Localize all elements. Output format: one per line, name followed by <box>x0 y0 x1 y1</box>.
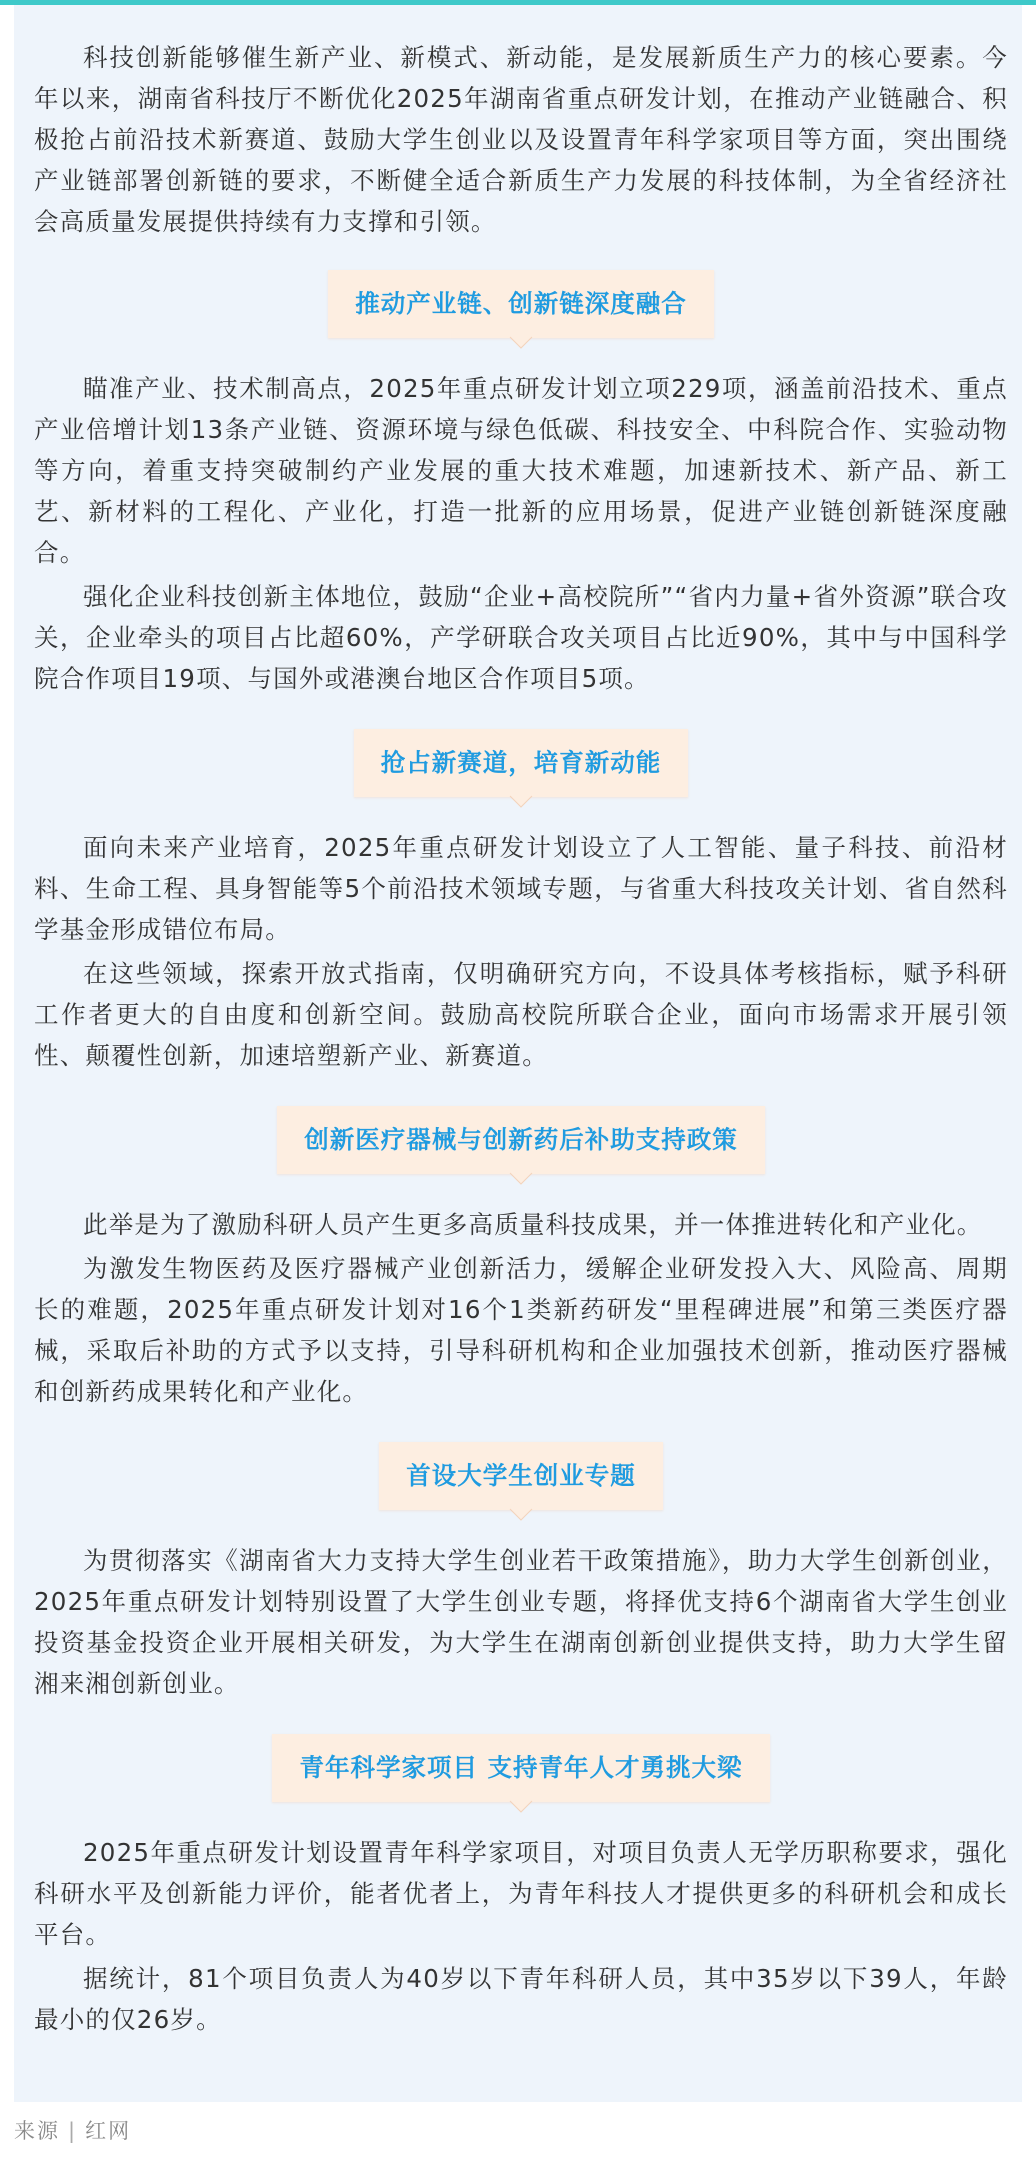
article-body <box>34 37 1008 2040</box>
heading-pointer-icon <box>510 1801 532 1813</box>
source-separator: | <box>68 2119 78 2143</box>
section-heading-text: 创新医疗器械与创新药后补助支持政策 <box>304 1125 738 1154</box>
section-heading-text: 推动产业链、创新链深度融合 <box>355 289 687 318</box>
section-heading <box>272 1734 769 1802</box>
section-heading-text: 抢占新赛道，培育新动能 <box>380 748 662 777</box>
section-1-paragraph-2: 强化企业科技创新主体地位，鼓励“企业+高校院所”“省内力量+省外资源”联合攻关，企业牵头的项目占比超60%，产学研联合攻关项目占比近90%，其中与中国科学院合作项目19项、与国外或港澳台地区合作项目5项。 <box>34 582 1008 693</box>
section-heading <box>328 270 714 338</box>
source-footer <box>14 2116 131 2146</box>
section-5-paragraph-2: 据统计，81个项目负责人为40岁以下青年科研人员，其中35岁以下39人，年龄最小的仅26岁。 <box>34 1964 1008 2034</box>
section-heading-text: 青年科学家项目 支持青年人才勇挑大梁 <box>299 1753 743 1782</box>
section-5-paragraph-1: 2025年重点研发计划设置青年科学家项目，对项目负责人无学历职称要求，强化科研水平及创新能力评价，能者优者上，为青年科技人才提供更多的科研机会和成长平台。 <box>34 1838 1008 1949</box>
section-heading-text: 首设大学生创业专题 <box>406 1461 636 1490</box>
section-heading <box>379 1442 663 1510</box>
source-label: 来源 <box>14 2119 60 2143</box>
section-2-paragraph-1: 面向未来产业培育，2025年重点研发计划设立了人工智能、量子科技、前沿材料、生命工程、具身智能等5个前沿技术领域专题，与省重大科技攻关计划、省自然科学基金形成错位布局。 <box>34 833 1008 944</box>
heading-pointer-icon <box>510 337 532 349</box>
source-name: 红网 <box>85 2119 132 2143</box>
section-heading-2-wrap <box>34 729 1008 797</box>
heading-pointer-icon <box>510 796 532 808</box>
heading-pointer-icon <box>510 1173 532 1185</box>
section-heading-5-wrap <box>34 1734 1008 1802</box>
intro-paragraph: 科技创新能够催生新产业、新模式、新动能，是发展新质生产力的核心要素。今年以来，湖南省科技厅不断优化2025年湖南省重点研发计划，在推动产业链融合、积极抢占前沿技术新赛道、鼓励大学生创业以及设置青年科学家项目等方面，突出围绕产业链部署创新链的要求，不断健全适合新质生产力发展的科技体制，为全省经济社会高质量发展提供持续有力支撑和引领。 <box>34 43 1008 236</box>
section-2-paragraph-2: 在这些领域，探索开放式指南，仅明确研究方向，不设具体考核指标，赋予科研工作者更大的自由度和创新空间。鼓励高校院所联合企业，面向市场需求开展引领性、颠覆性创新，加速培塑新产业、新赛道。 <box>34 959 1008 1070</box>
section-heading <box>277 1106 765 1174</box>
section-3-paragraph-1: 此举是为了激励科研人员产生更多高质量科技成果，并一体推进转化和产业化。 <box>83 1210 983 1239</box>
section-heading-1-wrap <box>34 270 1008 338</box>
section-heading-4-wrap <box>34 1442 1008 1510</box>
section-4-paragraph-1: 为贯彻落实《湖南省大力支持大学生创业若干政策措施》，助力大学生创新创业，2025年重点研发计划特别设置了大学生创业专题，将择优支持6个湖南省大学生创业投资基金投资企业开展相关研发，为大学生在湖南创新创业提供支持，助力大学生留湘来湘创新创业。 <box>34 1546 1008 1698</box>
section-1-paragraph-1: 瞄准产业、技术制高点，2025年重点研发计划立项229项，涵盖前沿技术、重点产业倍增计划13条产业链、资源环境与绿色低碳、科技安全、中科院合作、实验动物等方向，着重支持突破制约产业发展的重大技术难题，加速新技术、新产品、新工艺、新材料的工程化、产业化，打造一批新的应用场景，促进产业链创新链深度融合。 <box>34 374 1008 567</box>
section-3-paragraph-2: 为激发生物医药及医疗器械产业创新活力，缓解企业研发投入大、风险高、周期长的难题，2025年重点研发计划对16个1类新药研发“里程碑进展”和第三类医疗器械，采取后补助的方式予以支持，引导科研机构和企业加强技术创新，推动医疗器械和创新药成果转化和产业化。 <box>34 1254 1008 1406</box>
section-heading <box>354 729 689 797</box>
heading-pointer-icon <box>510 1509 532 1521</box>
section-heading-3-wrap <box>34 1106 1008 1174</box>
